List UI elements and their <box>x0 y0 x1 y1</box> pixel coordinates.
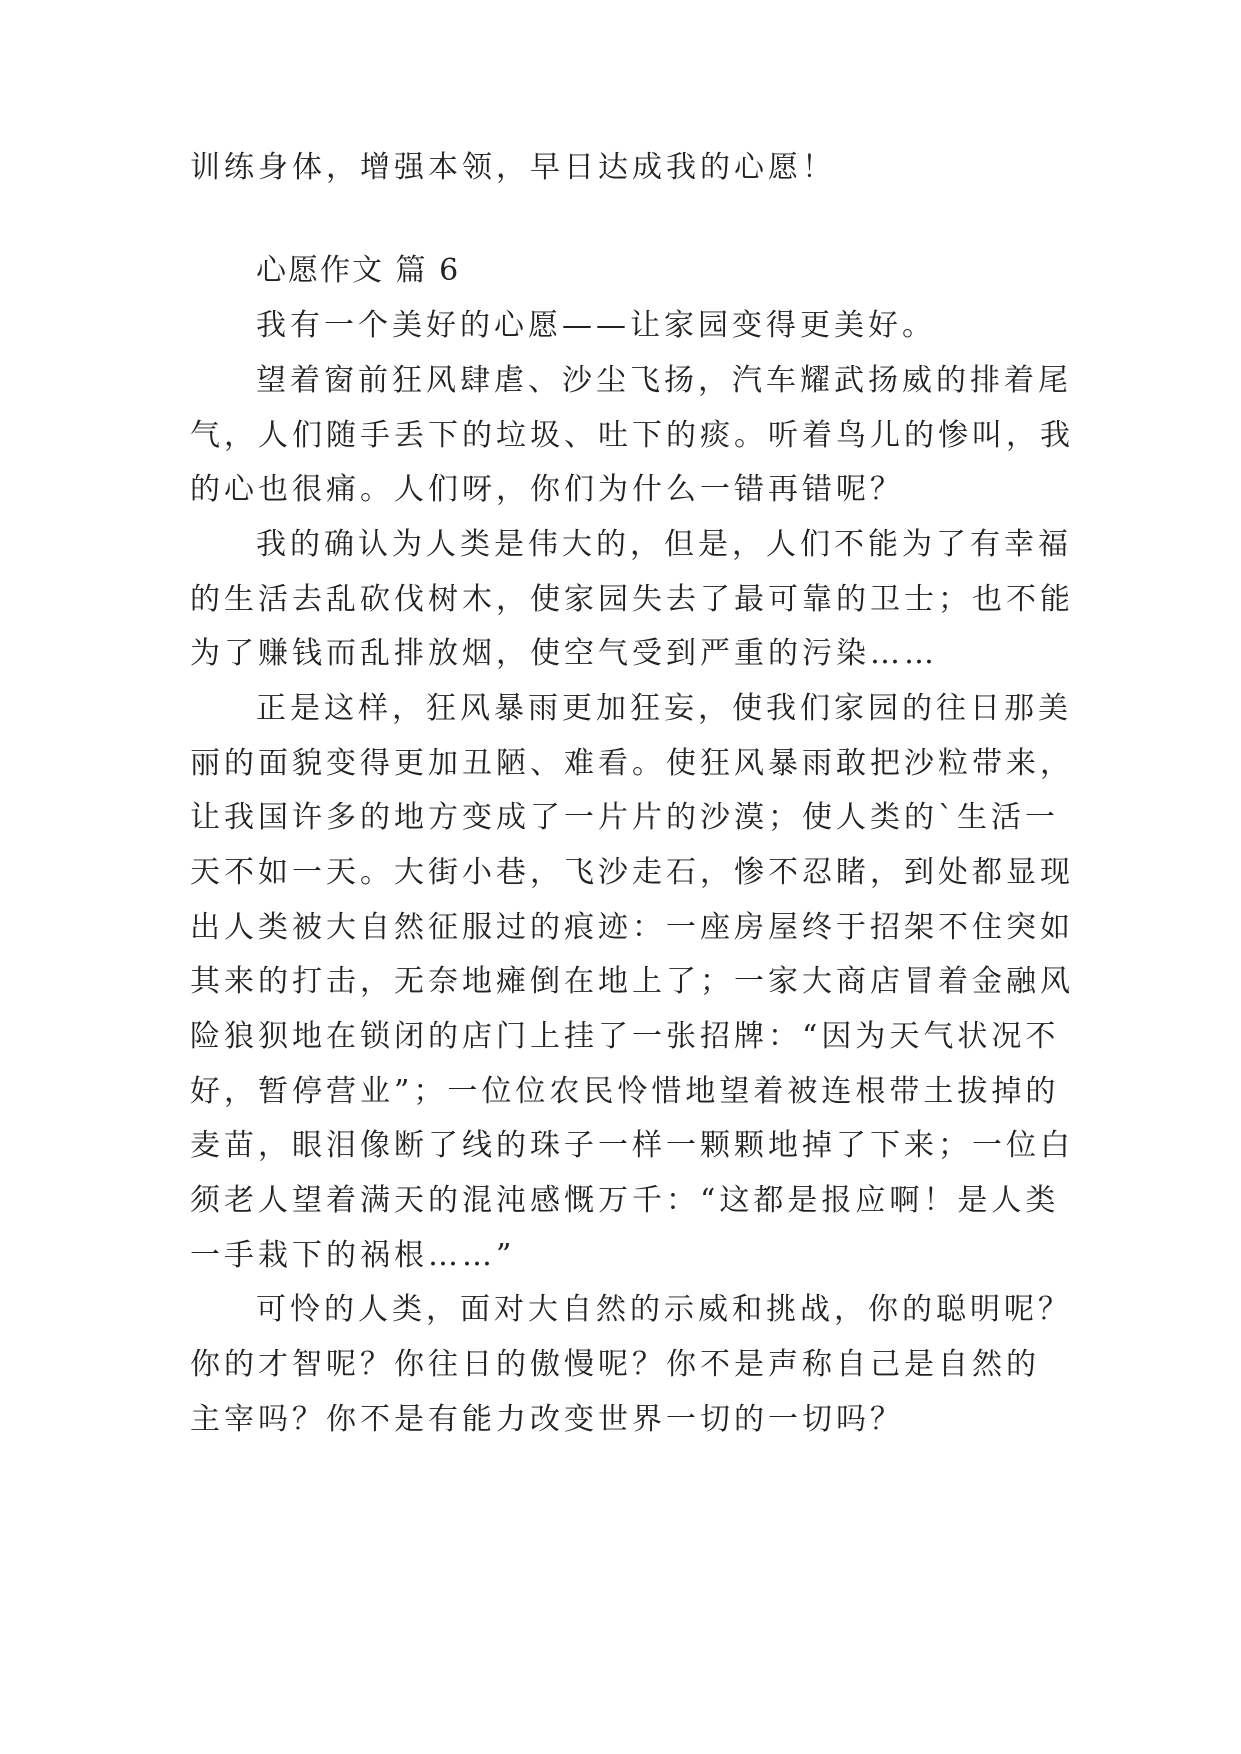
paragraph-4-line-3: 让我国许多的地方变成了一片片的沙漠；使人类的`生活一 <box>190 800 1059 835</box>
paragraph-4-line-5: 出人类被大自然征服过的痕迹：一座房屋终于招架不住突如 <box>190 910 1074 945</box>
paragraph-4-line-6: 其来的打击，无奈地瘫倒在地上了；一家大商店冒着金融风 <box>190 964 1074 999</box>
paragraph-3-line-3: 为了赚钱而乱排放烟，使空气受到严重的污染…… <box>190 636 938 671</box>
paragraph-4-line-8: 好，暂停营业”；一位位农民怜惜地望着被连根带土拔掉的 <box>190 1074 1060 1109</box>
paragraph-2-line-3: 的心也很痛。人们呀，你们为什么一错再错呢？ <box>190 472 904 507</box>
section-heading: 心愿作文 篇 6 <box>256 253 461 288</box>
paragraph-4-line-10: 须老人望着满天的混沌感慨万千：“这都是报应啊！是人类 <box>190 1183 1060 1218</box>
paragraph-3-line-2: 的生活去乱砍伐树木，使家园失去了最可靠的卫士；也不能 <box>190 582 1074 617</box>
paragraph-4-line-11: 一手栽下的祸根……” <box>190 1238 516 1273</box>
paragraph-2-line-1: 望着窗前狂风肆虐、沙尘飞扬，汽车耀武扬威的排着尾 <box>256 363 1072 398</box>
paragraph-4-line-9: 麦苗，眼泪像断了线的珠子一样一颗颗地掉了下来；一位白 <box>190 1128 1074 1163</box>
paragraph-4-line-7: 险狼狈地在锁闭的店门上挂了一张招牌：“因为天气状况不 <box>190 1019 1060 1054</box>
paragraph-3-line-1: 我的确认为人类是伟大的，但是，人们不能为了有幸福 <box>256 527 1072 562</box>
paragraph-4-line-4: 天不如一天。大街小巷，飞沙走石，惨不忍睹，到处都显现 <box>190 855 1074 890</box>
paragraph-4-line-1: 正是这样，狂风暴雨更加狂妄，使我们家园的往日那美 <box>256 691 1072 726</box>
paragraph-4-line-2: 丽的面貌变得更加丑陋、难看。使狂风暴雨敢把沙粒带来， <box>190 746 1074 781</box>
previous-section-tail: 训练身体，增强本领，早日达成我的心愿！ <box>190 150 836 185</box>
paragraph-1-line-1: 我有一个美好的心愿——让家园变得更美好。 <box>256 308 936 343</box>
paragraph-2-line-2: 气，人们随手丢下的垃圾、吐下的痰。听着鸟儿的惨叫，我 <box>190 418 1074 453</box>
paragraph-5-line-3: 主宰吗？你不是有能力改变世界一切的一切吗？ <box>190 1402 904 1437</box>
paragraph-5-line-1: 可怜的人类，面对大自然的示威和挑战，你的聪明呢？ <box>256 1292 1072 1327</box>
paragraph-5-line-2: 你的才智呢？你往日的傲慢呢？你不是声称自己是自然的 <box>190 1347 1040 1382</box>
